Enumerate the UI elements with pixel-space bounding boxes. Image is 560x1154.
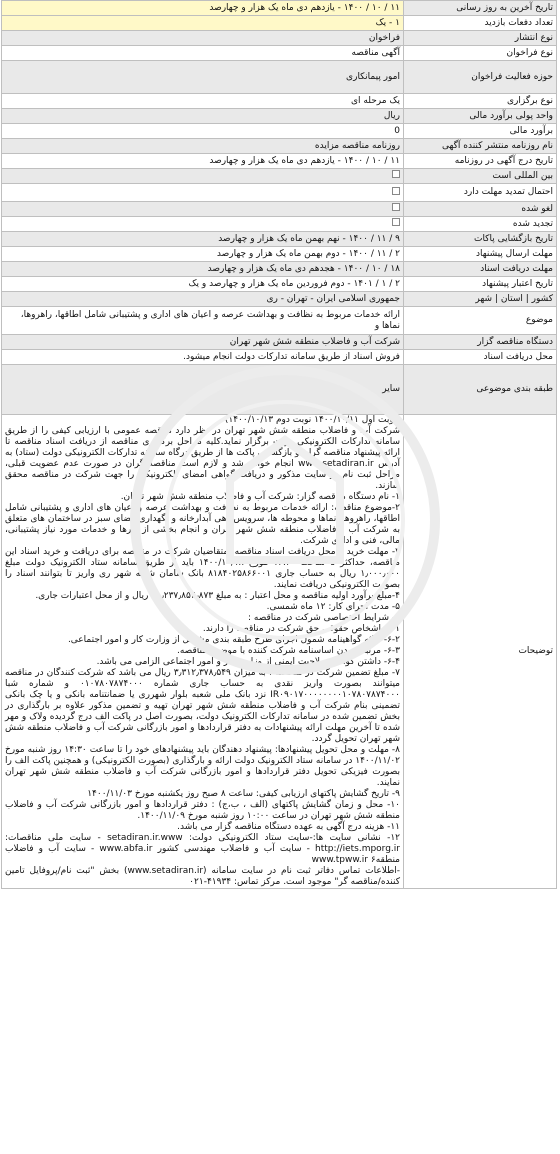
row-value <box>2 94 404 109</box>
checkbox-icon <box>392 203 400 211</box>
info-row <box>2 292 557 307</box>
row-label: تاریخ اعتبار پیشنهاد <box>404 277 557 292</box>
row-label: نوع برگزاری <box>404 94 557 109</box>
info-row <box>2 154 557 169</box>
row-value-text: جمهوری اسلامی ایران - تهران - ری <box>266 293 400 304</box>
row-value <box>2 232 404 247</box>
row-label: مهلت دریافت اسناد <box>404 262 557 277</box>
row-value <box>2 335 404 350</box>
info-row <box>2 46 557 61</box>
row-label: تاریخ درج آگهی در روزنامه <box>404 154 557 169</box>
tender-info-table <box>1 0 557 889</box>
row-label: مهلت ارسال پیشنهاد <box>404 247 557 262</box>
row-value <box>2 169 404 184</box>
row-value <box>2 31 404 46</box>
row-value <box>2 1 404 16</box>
row-value-text: فروش اسناد از طریق سامانه تدارکات دولت انجام میشود. <box>183 351 400 362</box>
description-paragraph: ۴-مبلغ برآورد اولیه مناقصه و محل اعتبار : به مبلغ ۱۸٫۲۳۷٫۸۵۴٫۸۷۳ ریال و از محل اعتبارات جاری. <box>35 591 400 601</box>
description-paragraph: (نوبت اول ۱۴۰۰/۱۰/۱۱ نوبت دوم ۱۴۰۰/۱۰/۱۳) <box>224 415 400 425</box>
row-label: بین المللی است <box>404 169 557 184</box>
row-value <box>2 350 404 365</box>
info-row <box>2 139 557 154</box>
checkbox-icon <box>392 170 400 178</box>
row-value-text: روزنامه مناقصه مزایده <box>314 140 400 151</box>
row-value <box>2 307 404 335</box>
row-value-text: ۹ / ۱۱ / ۱۴۰۰ - نهم بهمن ماه یک هزار و چهارصد <box>218 233 400 244</box>
info-row <box>2 109 557 124</box>
description-paragraph: -اطلاعات تماس دفاتر ثبت نام در سایت سامانه (www.setadiran.ir) بخش "ثبت نام/پروفایل تامین کننده/مناقصه گر" موجود است. مرکز تماس: ۴۱۹۳۴-۰۲۱ <box>5 866 400 887</box>
description-label: توضیحات <box>404 415 557 889</box>
checkbox-icon <box>392 218 400 226</box>
info-row <box>2 262 557 277</box>
description-paragraph: ۳- مهلت خرید و محل دریافت اسناد مناقصه: متقاضیان شرکت در مناقصه برای دریافت و خرید اسناد این مناقصه، حداکثر تا ساعت ۱۴:۳۰ مورخ ۱۴۰۰/۱۰/۱۸ باید از طریق سامانه ستاد الکترونیک دولت مبلغ ۱٫۰۰۰٫۰۰۰ ریال به حساب جاری ۸۱۸۴۰۲۵۸۶۶۰۰۱ بانک سامان شعبه شهر ری واریز تا بتوانند اسناد را بصورت الکترونیکی دریافت نمایند. <box>5 547 400 590</box>
row-value <box>2 262 404 277</box>
description-paragraph: ۵- مدت اجرای کار: ۱۲ ماه شمسی. <box>266 602 400 612</box>
tender-details <box>1 0 557 889</box>
row-label: موضوع <box>404 307 557 335</box>
info-row <box>2 169 557 184</box>
info-row <box>2 307 557 335</box>
row-label: تجدید شده <box>404 217 557 232</box>
description-paragraph: ۷- مبلغ تضمین شرکت در مناقصه : به میزان ۳٫۳۱۲٫۳۷۸٫۵۴۹ ریال می باشد که شرکت کنندگان در مناقصه میتوانند بصورت واریز نقدی به حساب جاری شماره ۰۱۰۷۸۰۷۸۷۴۰۰۰ و شماره شبا IR۰۹۰۱۷۰۰۰۰۰۰۰۰۱۰۷۸۰۷۸۷۴۰۰۰ نزد بانک ملی شعبه بلوار شهرری یا ضمانتنامه بانکی و یا چک بانکی تضمینی بنام شرکت آب و فاضلاب منطقه شش شهر تهران تهیه و تضمین مذکور علاوه بر بارگذاری در بخش تضمین شده در سامانه تدارکات الکترونیک دولت، بصورت اصل در پاکت الف درج گردیده ولاک و مهر شده تا آخرین مهلت ارائه پیشنهادات به دفتر قراردادها و امور بازرگانی شرکت آب و فاضلاب منطقه شش شهر تهران تحویل گردد. <box>5 668 400 744</box>
row-label: نوع فراخوان <box>404 46 557 61</box>
info-row <box>2 61 557 94</box>
description-paragraph: ۱۲- نشانی سایت ها:-سایت ستاد الکترونیکی دولت: setadiran.ir.www - سایت ملی مناقصات: http://iets.mporg.ir - سایت آب و فاضلاب مهندسی کشور www.abfa.ir - سایت آب و فاضلاب منطقه۶ www.tpww.ir <box>5 833 400 865</box>
description-paragraph: ۶-۱- اشخاص حقوقی حق شرکت در مناقصه را دارند. <box>202 624 400 634</box>
info-row <box>2 202 557 217</box>
row-value-text: ۱۱ / ۱۰ / ۱۴۰۰ - یازدهم دی ماه یک هزار و چهارصد <box>209 2 400 13</box>
row-value-text: آگهی مناقصه <box>351 47 400 58</box>
row-value-text: 0 <box>394 125 400 136</box>
row-label: تاریخ آخرین به روز رسانی <box>404 1 557 16</box>
description-paragraph: ۶- شرایط اختصاصی شرکت در مناقصه : <box>247 613 400 623</box>
description-text <box>2 415 404 889</box>
row-value <box>2 247 404 262</box>
description-row <box>2 415 557 889</box>
row-value <box>2 277 404 292</box>
info-row <box>2 124 557 139</box>
row-value-text: ۱ - یک <box>375 17 400 28</box>
row-value <box>2 365 404 415</box>
checkbox-icon <box>392 187 400 195</box>
info-row <box>2 184 557 202</box>
row-label: برآورد مالی <box>404 124 557 139</box>
row-value <box>2 61 404 94</box>
row-label: تعداد دفعات بازدید <box>404 16 557 31</box>
row-value <box>2 292 404 307</box>
description-paragraph: شرکت آب و فاضلاب منطقه شش شهر تهران در نظر دارد مناقصه عمومی با ارزیابی کیفی را از طریق سامانه تدارکات الکترونیکی دولت برگزار نماید.کلیه مراحل برگزاری مناقصه از دریافت اسناد مناقصه تا ارائه پیشنهاد مناقصه گران و بازگشایی پاکت ها از طریق درگاه سامانه تدارکات الکترونیکی دولت (ستاد) به آدرس www.setadiran.ir انجام خواهد شد و لازم است مناقصه گران در صورت عدم عضویت قبلی، مراحل ثبت نام در سایت مذکور و دریافت گواهی امضای الکترونیکی را جهت شرکت در مناقصه محقق سازند. <box>5 426 400 491</box>
info-row <box>2 1 557 16</box>
row-value <box>2 202 404 217</box>
row-label: طبقه بندی موضوعی <box>404 365 557 415</box>
row-label: واحد پولی برآورد مالی <box>404 109 557 124</box>
row-value-text: ریال <box>383 110 400 121</box>
description-paragraph: ۶-۲- ارائه گواهینامه شمول اجرای طرح طبقه بندی مشاغل از وزارت کار و امور اجتماعی. <box>67 635 400 645</box>
row-label: دستگاه مناقصه گزار <box>404 335 557 350</box>
row-value <box>2 46 404 61</box>
row-value <box>2 217 404 232</box>
row-label: محل دریافت اسناد <box>404 350 557 365</box>
row-label: نوع انتشار <box>404 31 557 46</box>
description-paragraph: ۶-۳- مرتبط بودن اساسنامه شرکت کننده با موضوع مناقصه. <box>176 646 400 656</box>
row-value-text: یک مرحله ای <box>351 95 400 106</box>
row-value-text: فراخوان <box>368 32 400 43</box>
row-label: نام روزنامه منتشر کننده آگهی <box>404 139 557 154</box>
description-paragraph: ۱۱- هزینه درج آگهی به عهده دستگاه مناقصه گزار می باشد. <box>177 822 400 832</box>
description-paragraph: ۶-۴- داشتن گواهی صلاحیت ایمنی از وزارت کار و امور اجتماعی الزامی می باشد. <box>96 657 400 667</box>
info-row <box>2 31 557 46</box>
description-paragraph: ۹- تاریخ گشایش پاکتهای ارزیابی کیفی: ساعت ۸ صبح روز یکشنبه مورخ ۱۴۰۰/۱۱/۰۳ <box>87 789 400 799</box>
row-value-text: امور پیمانکاری <box>346 71 400 82</box>
row-value <box>2 139 404 154</box>
row-label: لغو شده <box>404 202 557 217</box>
row-value-text: ۱۱ / ۱۰ / ۱۴۰۰ - یازدهم دی ماه یک هزار و چهارصد <box>209 155 400 166</box>
row-value <box>2 16 404 31</box>
info-row <box>2 350 557 365</box>
row-value <box>2 124 404 139</box>
info-row <box>2 365 557 415</box>
info-row <box>2 232 557 247</box>
row-value-text: شرکت آب و فاضلاب منطقه شش شهر تهران <box>229 336 400 347</box>
description-paragraph: ۸- مهلت و محل تحویل پیشنهادها: پیشنهاد دهندگان باید پیشنهادهای خود را تا ساعت ۱۴:۳۰ روز شنبه مورخ ۱۴۰۰/۱۱/۰۲ در سامانه ستاد الکترونیک دولت ارائه و بارگذاری (بصورت الکترونیکی) و همچنین پاکت الف را بصورت فیزیکی تحویل دفتر قراردادها و امور بازرگانی شرکت آب و فاضلاب منطقه شش شهر تهران نمایند. <box>5 745 401 788</box>
row-value-text: ارائه خدمات مربوط به نظافت و بهداشت عرصه و اعیان های اداری و پشتیبانی شامل اطاقها، راهروها، نماها و <box>20 309 400 331</box>
info-row <box>2 277 557 292</box>
row-value <box>2 109 404 124</box>
row-value-text: سایر <box>382 384 400 394</box>
row-value-text: ۲ / ۱ / ۱۴۰۱ - دوم فروردین ماه یک هزار و چهارصد و یک <box>188 278 400 289</box>
row-value-text: ۲ / ۱۱ / ۱۴۰۰ - دوم بهمن ماه یک هزار و چهارصد <box>216 248 400 259</box>
row-value <box>2 184 404 202</box>
info-row <box>2 335 557 350</box>
row-value <box>2 154 404 169</box>
row-label: تاریخ بازگشایی پاکات <box>404 232 557 247</box>
row-label: احتمال تمدید مهلت دارد <box>404 184 557 202</box>
description-paragraph: ۲-موضوع مناقصه: ارائه خدمات مربوط به نظافت و بهداشت عرصه و اعیان های اداری و پشتیبانی شامل اطاقها، راهروها، نماها و محوطه ها، سرویس دهی آبدارخانه و نگهداری فضای سبز در ساختمان های متعلق به شرکت آب و فاضلاب منطقه شش شهر تهران و انجام بخشی از کارها و خدمات مورد نیاز پشتیبانی، مالی، فنی و اداری شرکت. <box>5 503 400 546</box>
description-paragraph: ۱- نام دستگاه مناقصه گزار: شرکت آب و فاضلاب منطقه شش شهر تهران. <box>120 492 400 502</box>
row-label: کشور | استان | شهر <box>404 292 557 307</box>
info-row <box>2 247 557 262</box>
row-value-text: ۱۸ / ۱۰ / ۱۴۰۰ - هجدهم دی ماه یک هزار و چهارصد <box>207 263 400 274</box>
description-paragraph: ۱۰- محل و زمان گشایش پاکتهای (الف ، ب،ج) : دفتر قراردادها و امور بازرگانی شرکت آب و فاضلاب منطقه شش شهر تهران در ساعت ۱۰:۰۰ روز شنبه مورخ ۱۴۰۰/۱۱/۰۹. <box>5 800 400 821</box>
row-label: حوزه فعالیت فراخوان <box>404 61 557 94</box>
info-row <box>2 94 557 109</box>
info-row <box>2 16 557 31</box>
info-row <box>2 217 557 232</box>
